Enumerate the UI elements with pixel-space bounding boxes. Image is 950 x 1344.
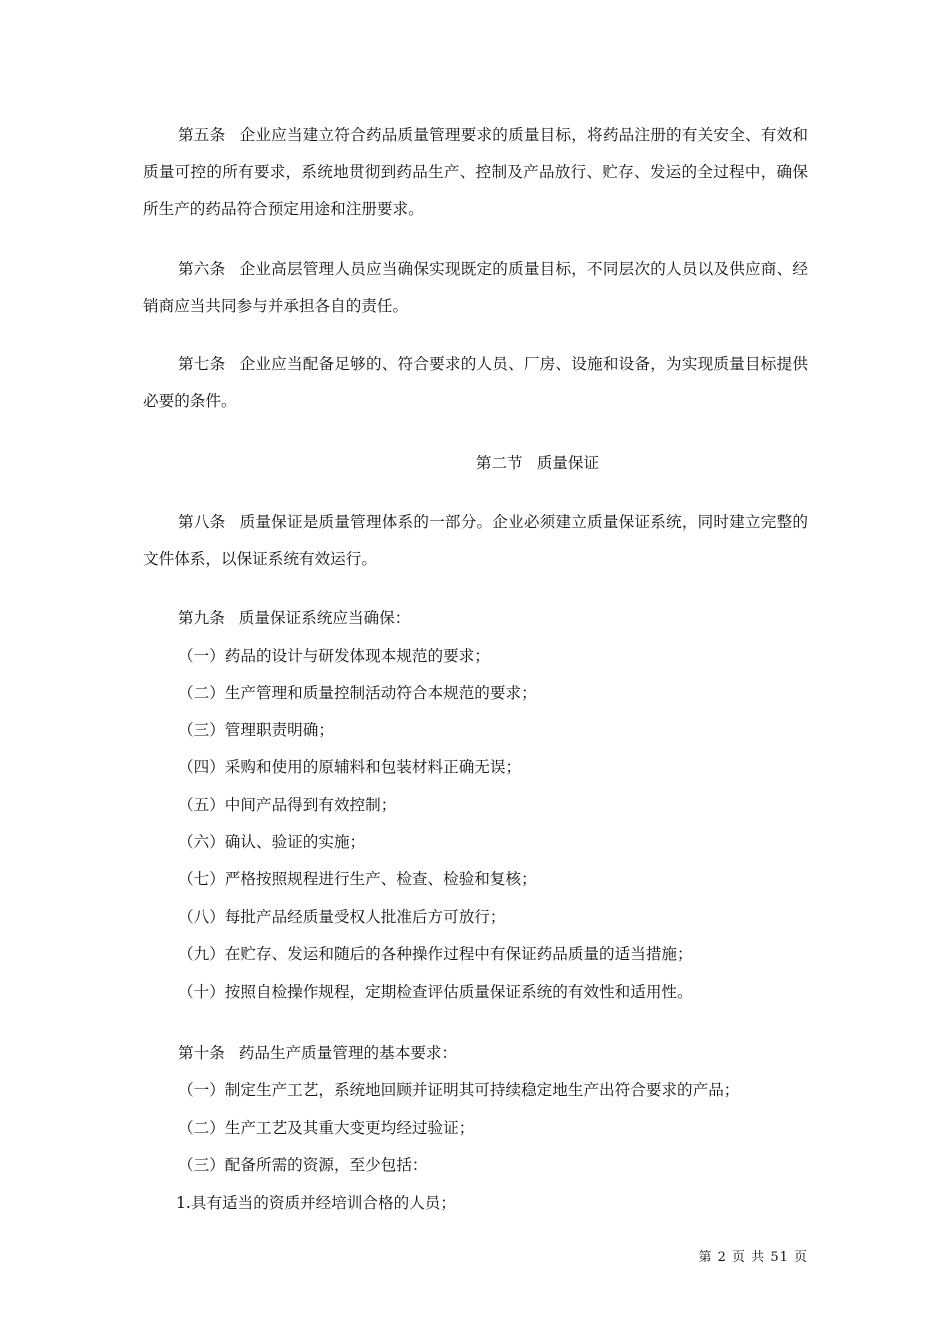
list-item: （六）确认、验证的实施； [178,833,366,851]
list-item: （五）中间产品得到有效控制； [178,796,397,814]
article-6 [143,251,808,325]
article-8 [143,504,808,578]
article-7-text: 企业应当配备足够的、符合要求的人员、厂房、设施和设备，为实现质量目标提供必要的条件。 [143,355,808,410]
article-9-label: 第九条 [178,609,225,627]
article-7 [143,346,808,420]
article-9-text: 质量保证系统应当确保： [238,609,411,627]
list-item: （一）制定生产工艺，系统地回顾并证明其可持续稳定地生产出符合要求的产品； [178,1081,740,1099]
article-6-label: 第六条 [178,260,226,278]
list-item: （十）按照自检操作规程，定期检查评估质量保证系统的有效性和适用性。 [178,983,693,1001]
list-item: （二）生产工艺及其重大变更均经过验证； [178,1119,475,1137]
article-10-label: 第十条 [178,1044,225,1062]
sub-list-item: 1.具有适当的资质并经培训合格的人员； [176,1194,456,1212]
list-item: （四）采购和使用的原辅料和包装材料正确无误； [178,758,522,776]
section-number: 第二节 [475,454,523,472]
article-8-text: 质量保证是质量管理体系的一部分。企业必须建立质量保证系统，同时建立完整的文件体系，以保证系统有效运行。 [143,513,808,568]
page-number-footer: 第 2 页 共 51 页 [698,1250,808,1265]
list-item: （二）生产管理和质量控制活动符合本规范的要求； [178,684,537,702]
article-5-text: 企业应当建立符合药品质量管理要求的质量目标，将药品注册的有关安全、有效和质量可控的所有要求，系统地贯彻到药品生产、控制及产品放行、贮存、发运的全过程中，确保所生产的药品符合预定用途和注册要求。 [143,126,808,218]
section-title: 质量保证 [536,454,600,472]
list-item: （七）严格按照规程进行生产、检查、检验和复核； [178,870,537,888]
article-9 [178,606,410,630]
article-6-text: 企业高层管理人员应当确保实现既定的质量目标，不同层次的人员以及供应商、经销商应当共同参与并承担各自的责任。 [143,260,808,315]
article-7-label: 第七条 [178,355,226,373]
article-5-label: 第五条 [178,126,226,144]
article-5 [143,117,808,228]
article-10 [178,1041,457,1065]
list-item: （三）管理职责明确； [178,721,334,739]
list-item: （三）配备所需的资源，至少包括： [178,1156,428,1174]
list-item: （九）在贮存、发运和随后的各种操作过程中有保证药品质量的适当措施； [178,945,693,963]
list-item: （一）药品的设计与研发体现本规范的要求； [178,647,490,665]
article-10-text: 药品生产质量管理的基本要求： [238,1044,458,1062]
article-8-label: 第八条 [178,513,226,531]
list-item: （八）每批产品经质量受权人批准后方可放行； [178,908,506,926]
section-heading [0,451,950,475]
